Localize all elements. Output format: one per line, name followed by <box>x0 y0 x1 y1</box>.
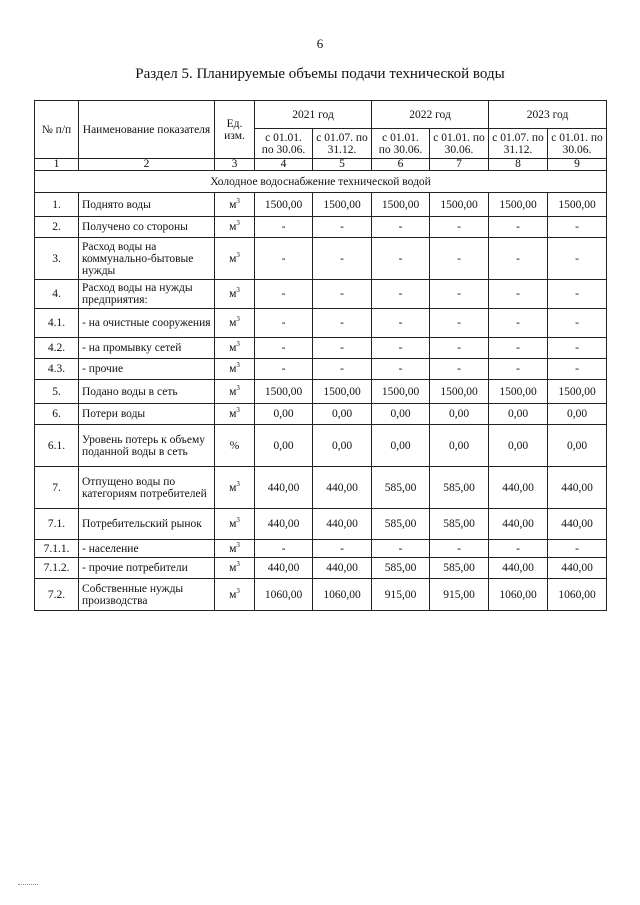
header-year-2021: 2021 год <box>255 101 372 129</box>
row-value: 585,00 <box>372 467 430 509</box>
row-name: Потребительский рынок <box>79 509 215 540</box>
unit-superscript: 3 <box>236 219 240 228</box>
column-number: 5 <box>313 159 372 171</box>
row-number: 6. <box>35 404 79 425</box>
unit-superscript: 3 <box>236 540 240 549</box>
row-value: 1500,00 <box>489 380 548 404</box>
header-name: Наименование показателя <box>79 101 215 159</box>
table-row <box>35 238 607 280</box>
row-value: - <box>548 238 607 280</box>
row-value: - <box>372 280 430 309</box>
row-value: 585,00 <box>372 509 430 540</box>
row-number: 1. <box>35 193 79 217</box>
table-row <box>35 404 607 425</box>
header-year-2022: 2022 год <box>372 101 489 129</box>
row-value: - <box>489 309 548 338</box>
row-name: Подано воды в сеть <box>79 380 215 404</box>
row-value: - <box>313 309 372 338</box>
row-value: 915,00 <box>372 579 430 611</box>
row-value: - <box>430 359 489 380</box>
row-value: 1500,00 <box>313 193 372 217</box>
section-title: Холодное водоснабжение технической водой <box>35 171 607 193</box>
row-value: 1500,00 <box>255 380 313 404</box>
unit-label: м <box>229 562 237 574</box>
row-value: 440,00 <box>548 558 607 579</box>
unit-label: м <box>229 221 237 233</box>
row-unit <box>215 193 255 217</box>
row-value: 1500,00 <box>430 380 489 404</box>
page-number: 6 <box>316 36 324 51</box>
row-unit <box>215 467 255 509</box>
table-row <box>35 558 607 579</box>
row-unit <box>215 579 255 611</box>
row-value: 1060,00 <box>255 579 313 611</box>
row-number: 7.2. <box>35 579 79 611</box>
row-value: 585,00 <box>430 558 489 579</box>
row-value: - <box>313 540 372 558</box>
row-number: 7. <box>35 467 79 509</box>
row-value: 0,00 <box>489 404 548 425</box>
unit-superscript: 3 <box>236 196 240 205</box>
row-value: - <box>489 280 548 309</box>
row-value: - <box>489 238 548 280</box>
row-value: - <box>548 540 607 558</box>
page-title: Раздел 5. Планируемые объемы подачи технической воды <box>135 66 505 82</box>
row-unit <box>215 404 255 425</box>
row-name: - на промывку сетей <box>79 338 215 359</box>
row-unit <box>215 338 255 359</box>
row-value: 0,00 <box>548 404 607 425</box>
header-num: № п/п <box>35 101 79 159</box>
row-value: 440,00 <box>548 467 607 509</box>
row-number: 5. <box>35 380 79 404</box>
row-value: 440,00 <box>313 509 372 540</box>
unit-label: м <box>229 252 237 265</box>
unit-label: м <box>229 363 237 375</box>
header-period: с 01.07. по 31.12. <box>313 129 372 159</box>
table-row <box>35 380 607 404</box>
row-name: Отпущено воды по категориям потребителей <box>79 467 215 509</box>
row-value: 0,00 <box>255 404 313 425</box>
row-value: - <box>430 540 489 558</box>
unit-superscript: 3 <box>236 406 240 415</box>
row-value: 1500,00 <box>372 380 430 404</box>
row-unit <box>215 280 255 309</box>
row-name: Расход воды на коммунально-бытовые нужды <box>79 238 215 280</box>
row-value: 0,00 <box>372 425 430 467</box>
row-value: - <box>255 217 313 238</box>
row-unit <box>215 509 255 540</box>
row-number: 7.1.2. <box>35 558 79 579</box>
unit-superscript: 3 <box>236 586 240 595</box>
row-value: 440,00 <box>255 467 313 509</box>
row-value: - <box>255 338 313 359</box>
table-row <box>35 425 607 467</box>
row-value: - <box>255 359 313 380</box>
row-value: - <box>372 338 430 359</box>
header-unit: Ед. изм. <box>215 101 255 159</box>
row-unit <box>215 217 255 238</box>
row-value: - <box>430 238 489 280</box>
row-value: - <box>430 309 489 338</box>
unit-label: м <box>229 542 237 555</box>
row-value: 585,00 <box>372 558 430 579</box>
unit-label: м <box>229 342 237 354</box>
unit-label: м <box>229 317 237 329</box>
row-value: - <box>489 540 548 558</box>
row-value: - <box>372 217 430 238</box>
row-value: - <box>489 338 548 359</box>
row-number: 7.1. <box>35 509 79 540</box>
row-value: 440,00 <box>255 509 313 540</box>
row-value: 1500,00 <box>548 380 607 404</box>
column-number: 8 <box>489 159 548 171</box>
row-number: 7.1.1. <box>35 540 79 558</box>
row-value: - <box>255 280 313 309</box>
row-value: - <box>372 359 430 380</box>
row-number: 4.3. <box>35 359 79 380</box>
row-value: - <box>430 217 489 238</box>
unit-superscript: 3 <box>236 361 240 370</box>
table-row <box>35 193 607 217</box>
row-name: - население <box>79 540 215 558</box>
row-value: - <box>255 540 313 558</box>
row-value: 1500,00 <box>548 193 607 217</box>
column-number: 7 <box>430 159 489 171</box>
unit-superscript: 3 <box>236 250 240 259</box>
row-unit <box>215 558 255 579</box>
column-number: 6 <box>372 159 430 171</box>
row-value: - <box>313 338 372 359</box>
row-value: 440,00 <box>313 558 372 579</box>
unit-label: м <box>229 198 237 211</box>
row-value: - <box>548 217 607 238</box>
row-value: 0,00 <box>313 425 372 467</box>
row-name: Получено со стороны <box>79 217 215 238</box>
header-period: с 01.01. по 30.06. <box>430 129 489 159</box>
row-number: 6.1. <box>35 425 79 467</box>
row-value: 0,00 <box>372 404 430 425</box>
row-name: Расход воды на нужды предприятия: <box>79 280 215 309</box>
row-value: - <box>548 359 607 380</box>
row-value: 0,00 <box>313 404 372 425</box>
row-number: 4.2. <box>35 338 79 359</box>
row-value: 1500,00 <box>430 193 489 217</box>
table-row <box>35 338 607 359</box>
footer-mark <box>18 884 38 885</box>
row-value: - <box>489 359 548 380</box>
row-unit <box>215 425 255 467</box>
row-value: - <box>430 338 489 359</box>
row-name: - на очистные сооружения <box>79 309 215 338</box>
unit-label: м <box>229 518 237 530</box>
unit-label: м <box>229 408 237 420</box>
row-value: - <box>548 309 607 338</box>
row-number: 4. <box>35 280 79 309</box>
row-value: 915,00 <box>430 579 489 611</box>
row-value: 0,00 <box>430 425 489 467</box>
row-value: - <box>548 338 607 359</box>
column-number: 3 <box>215 159 255 171</box>
row-value: - <box>313 238 372 280</box>
row-value: 1500,00 <box>372 193 430 217</box>
table-row <box>35 509 607 540</box>
row-value: - <box>372 238 430 280</box>
unit-superscript: 3 <box>236 516 240 525</box>
row-unit <box>215 540 255 558</box>
column-number: 2 <box>79 159 215 171</box>
unit-superscript: 3 <box>236 560 240 569</box>
row-name: Поднято воды <box>79 193 215 217</box>
row-value: - <box>372 309 430 338</box>
table-row <box>35 359 607 380</box>
row-value: 440,00 <box>313 467 372 509</box>
table-row <box>35 217 607 238</box>
unit-label: м <box>229 588 237 601</box>
header-period: с 01.01. по 30.06. <box>372 129 430 159</box>
row-value: 0,00 <box>430 404 489 425</box>
row-unit <box>215 380 255 404</box>
row-value: 0,00 <box>489 425 548 467</box>
unit-label: м <box>229 288 237 300</box>
table-row <box>35 467 607 509</box>
row-number: 4.1. <box>35 309 79 338</box>
row-value: 440,00 <box>489 509 548 540</box>
column-number: 1 <box>35 159 79 171</box>
unit-label: м <box>229 481 237 494</box>
row-value: - <box>548 280 607 309</box>
column-number: 4 <box>255 159 313 171</box>
row-value: - <box>255 238 313 280</box>
unit-label: % <box>229 439 240 452</box>
row-name: - прочие потребители <box>79 558 215 579</box>
row-name: - прочие <box>79 359 215 380</box>
unit-superscript: 3 <box>236 315 240 324</box>
row-unit <box>215 359 255 380</box>
header-year-2023: 2023 год <box>489 101 607 129</box>
table-row <box>35 309 607 338</box>
water-supply-table <box>34 100 607 611</box>
header-period: с 01.01. по 30.06. <box>255 129 313 159</box>
row-number: 2. <box>35 217 79 238</box>
row-value: - <box>255 309 313 338</box>
row-value: - <box>313 280 372 309</box>
row-unit <box>215 309 255 338</box>
row-value: 440,00 <box>548 509 607 540</box>
row-value: 440,00 <box>255 558 313 579</box>
row-value: 585,00 <box>430 509 489 540</box>
row-value: 1060,00 <box>489 579 548 611</box>
row-value: 1500,00 <box>489 193 548 217</box>
row-name: Собственные нужды производства <box>79 579 215 611</box>
row-value: - <box>372 540 430 558</box>
row-value: - <box>430 280 489 309</box>
row-value: 585,00 <box>430 467 489 509</box>
header-period: с 01.07. по 31.12. <box>489 129 548 159</box>
row-name: Потери воды <box>79 404 215 425</box>
row-value: 0,00 <box>548 425 607 467</box>
row-value: 1060,00 <box>548 579 607 611</box>
unit-superscript: 3 <box>236 383 240 392</box>
table-row <box>35 280 607 309</box>
row-value: - <box>313 359 372 380</box>
row-value: 0,00 <box>255 425 313 467</box>
row-name: Уровень потерь к объему поданной воды в сеть <box>79 425 215 467</box>
unit-superscript: 3 <box>236 286 240 295</box>
unit-superscript: 3 <box>236 340 240 349</box>
table-row <box>35 540 607 558</box>
row-value: - <box>313 217 372 238</box>
table-row <box>35 579 607 611</box>
row-value: 440,00 <box>489 467 548 509</box>
column-numbers-row <box>35 159 607 171</box>
unit-superscript: 3 <box>236 479 240 488</box>
row-value: 1060,00 <box>313 579 372 611</box>
row-value: 440,00 <box>489 558 548 579</box>
row-unit <box>215 238 255 280</box>
row-value: - <box>489 217 548 238</box>
row-value: 1500,00 <box>313 380 372 404</box>
column-number: 9 <box>548 159 607 171</box>
unit-label: м <box>229 385 237 398</box>
header-period: с 01.01. по 30.06. <box>548 129 607 159</box>
row-number: 3. <box>35 238 79 280</box>
row-value: 1500,00 <box>255 193 313 217</box>
